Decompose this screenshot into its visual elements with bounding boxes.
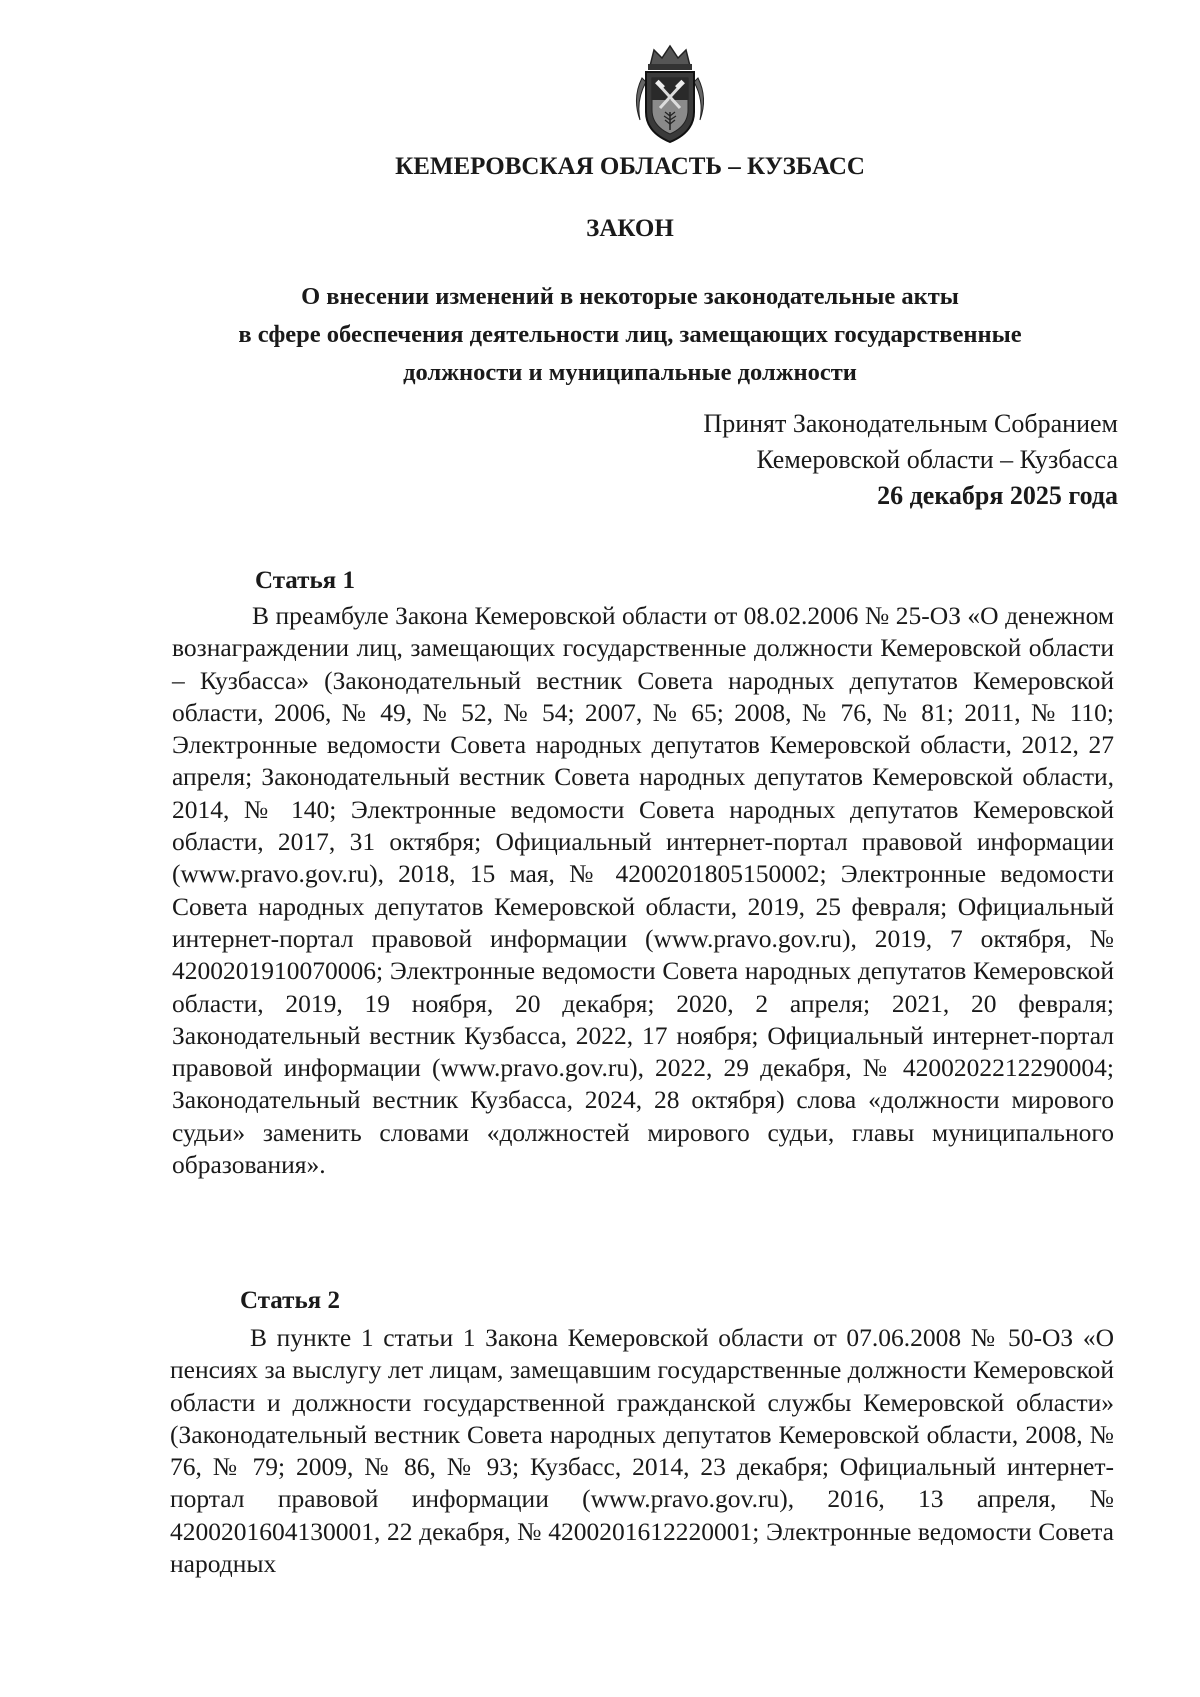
article-2-text: В пункте 1 статьи 1 Закона Кемеровской области от 07.06.2008 № 50-ОЗ «О пенсиях за выслугу лет лицам, замещавшим государственные должности Кемеровской области и должности государственной гражданской службы Кемеровской области» (Законодательный вестник Совета народных депутатов Кемеровской области, 2008, № 76, № 79; 2009, № 86, № 93; Кузбасс, 2014, 23 декабря; Официальный интернет-портал правовой информации (www.pravo.gov.ru), 2016, 13 апреля, № 4200201604130001, 22 декабря, № 4200201612220001; Электронные ведомости Совета народных bbox=[170, 1323, 1114, 1579]
law-subject-line: должности и муниципальные должности bbox=[403, 359, 857, 386]
law-subject-line: в сфере обеспечения деятельности лиц, замещающих государственные bbox=[238, 321, 1022, 348]
kemerovo-coat-of-arms-icon bbox=[628, 42, 712, 146]
adoption-date: 26 декабря 2025 года bbox=[877, 481, 1118, 510]
adoption-body-line: Принят Законодательным Собранием bbox=[703, 409, 1118, 438]
article-1-text: В преамбуле Закона Кемеровской области от 08.02.2006 № 25-ОЗ «О денежном вознаграждении лиц, замещающих государственные должности Кемеровской области – Кузбасса» (Законодательный вестник Совета народных депутатов Кемеровской области, 2006, № 49, № 52, № 54; 2007, № 65; 2008, № 76, № 81; 2011, № 110; Электронные ведомости Совета народных депутатов Кемеровской области, 2012, 27 апреля; Законодательный вестник Совета народных депутатов Кемеровской области, 2014, № 140; Электронные ведомости Совета народных депутатов Кемеровской области, 2017, 31 октября; Официальный интернет-портал правовой информации (www.pravo.gov.ru), 2018, 15 мая, № 4200201805150002; Электронные ведомости Совета народных депутатов Кемеровской области, 2019, 25 февраля; Официальный интернет-портал правовой информации (www.pravo.gov.ru), 2019, 7 октября, № 4200201910070006; Электронные ведомости Совета народных депутатов Кемеровской области, 2019, 19 ноября, 20 декабря; 2020, 2 апреля; 2021, 20 февраля; Законодательный вестник Кузбасса, 2022, 17 ноября; Официальный интернет-портал правовой информации (www.pravo.gov.ru), 2022, 29 декабря, № 4200202212290004; Законодательный вестник Кузбасса, 2024, 28 октября) слова «должности мирового судьи» заменить словами «должностей мирового судьи, главы муниципального образования». bbox=[172, 601, 1114, 1180]
article-2-title: Статья 2 bbox=[240, 1287, 340, 1314]
adoption-body-line: Кемеровской области – Кузбасса bbox=[756, 445, 1118, 474]
adoption-block bbox=[558, 406, 1118, 514]
article-1-title: Статья 1 bbox=[255, 567, 355, 594]
law-subject bbox=[170, 278, 1090, 392]
document-type: ЗАКОН bbox=[586, 215, 674, 242]
law-subject-line: О внесении изменений в некоторые законодательные акты bbox=[301, 283, 959, 310]
region-title: КЕМЕРОВСКАЯ ОБЛАСТЬ – КУЗБАСС bbox=[395, 153, 865, 180]
